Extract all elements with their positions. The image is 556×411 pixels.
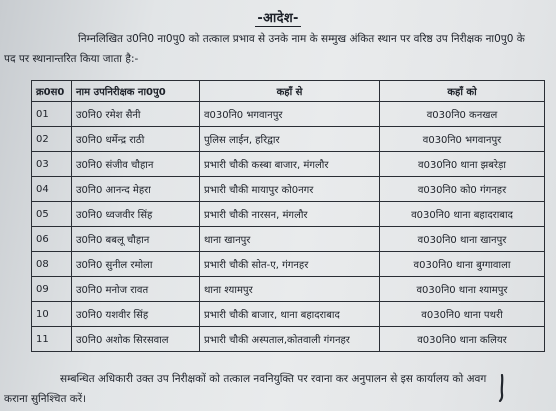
transfer-table — [31, 80, 545, 352]
from-cell: पुलिस लाईन, हरिद्वार — [200, 127, 380, 152]
table-row — [32, 277, 545, 302]
name-cell: उ0नि0 ध्वजवीर सिंह — [72, 202, 200, 227]
table-row — [32, 102, 545, 127]
name-cell: उ0नि0 मनोज रावत — [72, 277, 200, 302]
serial-cell: 03 — [32, 152, 72, 177]
table-header-row — [32, 81, 545, 102]
name-cell: उ0नि0 सुनील रमोला — [72, 252, 200, 277]
to-cell: व030नि0 को0 गंगनहर — [380, 177, 545, 202]
intro-paragraph-line-1: निम्नलिखित उ0नि0 ना0पु0 को तत्काल प्रभाव से उनके नाम के सम्मुख अंकित स्थान पर वरिष्ठ उप निरीक्षक ना0पु0 के — [78, 33, 525, 45]
table-row — [32, 227, 545, 252]
from-cell: प्रभारी चौकी मायापुर को0नगर — [200, 177, 380, 202]
from-cell: थाना खानपुर — [200, 227, 380, 252]
from-cell: थाना श्यामपुर — [200, 277, 380, 302]
table-row — [32, 302, 545, 327]
closing-paragraph-line-1: सम्बन्धित अधिकारी उक्त उप निरीक्षकों को तत्काल नवनियुक्ति पर रवाना कर अनुपालन से इस कार्यालय को अवग — [60, 373, 487, 385]
order-heading-text: -आदेश- — [257, 11, 299, 26]
closing-paragraph-line-2: कराना सुनिश्चित करें। — [4, 393, 87, 405]
from-cell: व030नि0 भगवानपुर — [200, 102, 380, 127]
serial-cell: 05 — [32, 202, 72, 227]
name-cell: उ0नि0 रमेश सैनी — [72, 102, 200, 127]
pen-stroke-mark — [496, 374, 508, 402]
from-cell: प्रभारी चौकी अस्पताल,कोतवाली गंगनहर — [200, 327, 380, 352]
from-cell: प्रभारी चौकी नारसन, मंगलौर — [200, 202, 380, 227]
from-cell: प्रभारी चौकी सोत-ए, गंगनहर — [200, 252, 380, 277]
to-cell: व030नि0 थाना बहादराबाद — [380, 202, 545, 227]
serial-cell: 10 — [32, 302, 72, 327]
to-cell: व030नि0 थाना पथरी — [380, 302, 545, 327]
to-cell: व030नि0 थाना कलियर — [380, 327, 545, 352]
to-cell: व030नि0 थाना बुग्गावाला — [380, 252, 545, 277]
table-row — [32, 177, 545, 202]
serial-cell: 02 — [32, 127, 72, 152]
intro-paragraph-line-2: पद पर स्थानान्तरित किया जाता है:- — [4, 53, 139, 65]
table-row — [32, 327, 545, 352]
header-name: नाम उपनिरीक्षक ना0पु0 — [72, 81, 200, 102]
to-cell: व030नि0 थाना झबरेड़ा — [380, 152, 545, 177]
to-cell: व030नि0 थाना खानपुर — [380, 227, 545, 252]
serial-cell: 06 — [32, 227, 72, 252]
name-cell: उ0नि0 बबलू चौहान — [72, 227, 200, 252]
name-cell: उ0नि0 धर्मेन्द्र राठी — [72, 127, 200, 152]
table-row — [32, 127, 545, 152]
name-cell: उ0नि0 यशवीर सिंह — [72, 302, 200, 327]
to-cell: व030नि0 थाना श्यामपुर — [380, 277, 545, 302]
from-cell: प्रभारी चौकी कस्बा बाजार, मंगलौर — [200, 152, 380, 177]
from-cell: प्रभारी चौकी बाजार, थाना बहादराबाद — [200, 302, 380, 327]
table-row — [32, 252, 545, 277]
header-from: कहाँ से — [200, 81, 380, 102]
name-cell: उ0नि0 अशोक सिरसवाल — [72, 327, 200, 352]
to-cell: व030नि0 कनखल — [380, 102, 545, 127]
name-cell: उ0नि0 संजीव चौहान — [72, 152, 200, 177]
to-cell: व030नि0 भगवानपुर — [380, 127, 545, 152]
serial-cell: 09 — [32, 277, 72, 302]
serial-cell: 08 — [32, 252, 72, 277]
serial-cell: 01 — [32, 102, 72, 127]
header-serial: क्र0स0 — [32, 81, 72, 102]
serial-cell: 04 — [32, 177, 72, 202]
table-row — [32, 152, 545, 177]
serial-cell: 11 — [32, 327, 72, 352]
header-to: कहाँ को — [380, 81, 545, 102]
name-cell: उ0नि0 आनन्द मेहरा — [72, 177, 200, 202]
table-row — [32, 202, 545, 227]
order-heading — [0, 8, 556, 26]
